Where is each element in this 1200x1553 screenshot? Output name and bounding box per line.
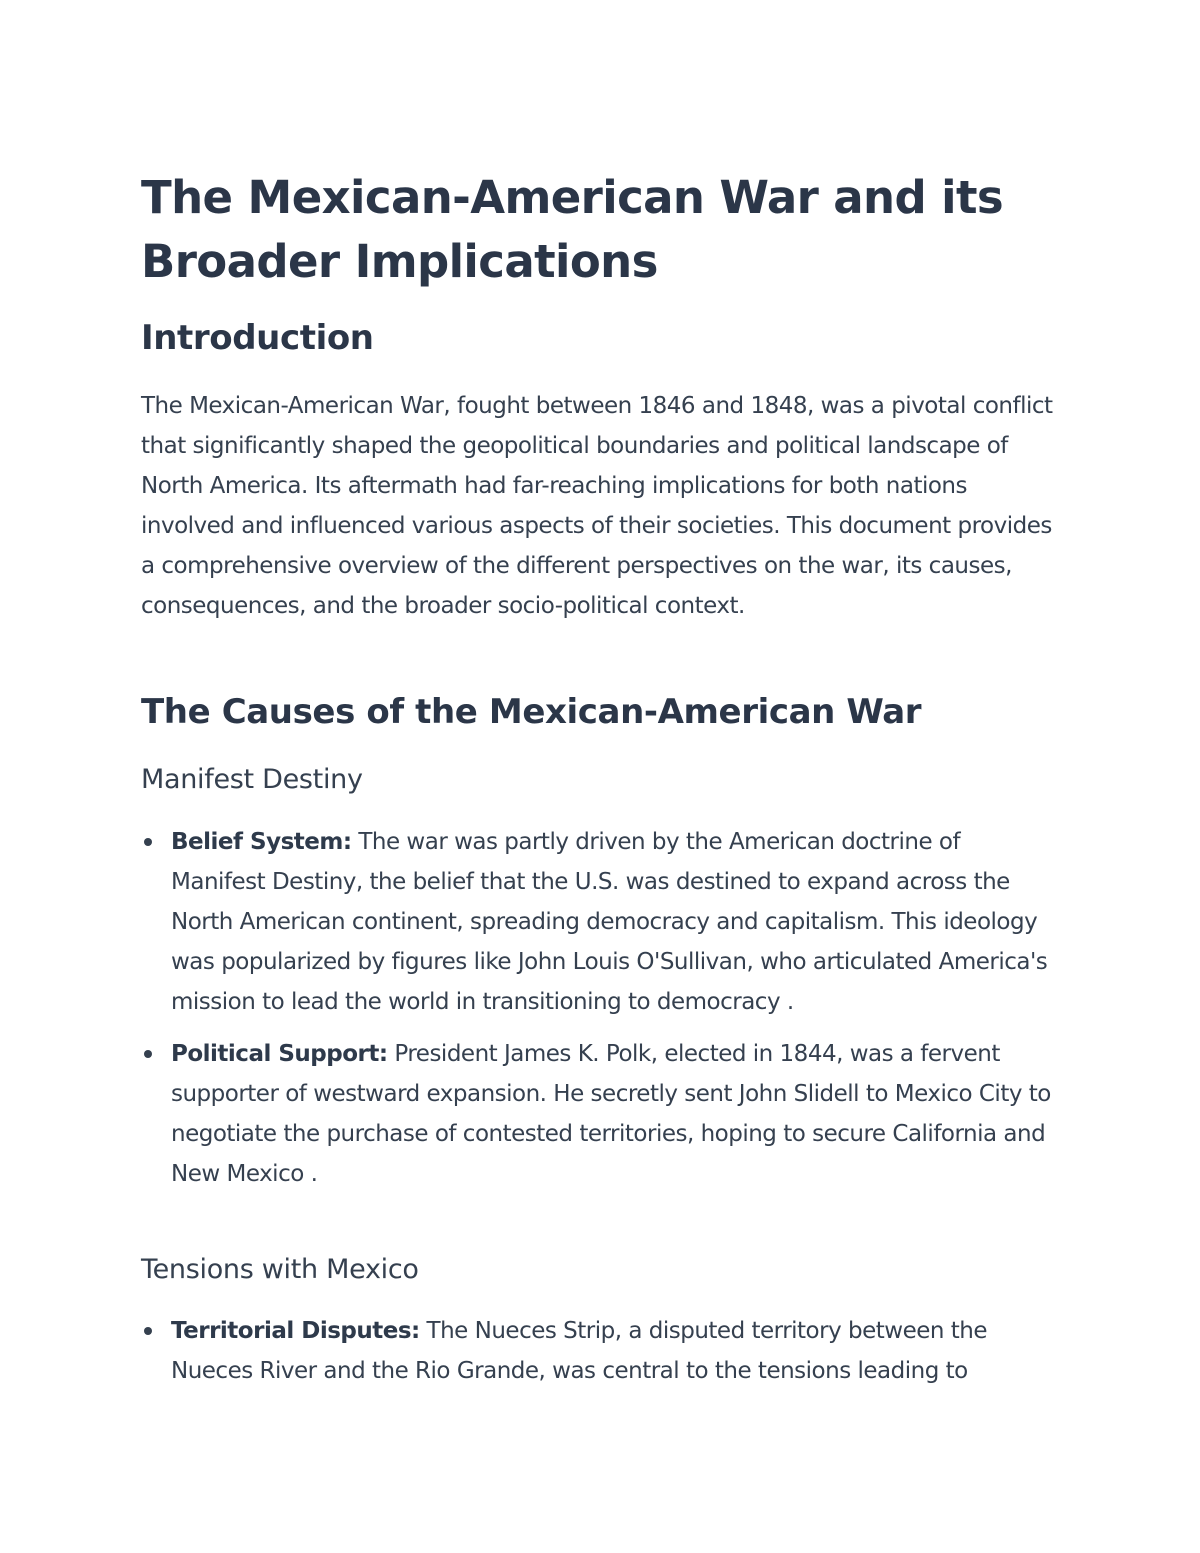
list-item-term: Political Support: [171, 1041, 388, 1067]
list-item [141, 822, 1061, 1022]
bullet-icon [144, 838, 152, 846]
list-item-term: Belief System: [171, 829, 352, 855]
list-item-term: Territorial Disputes: [171, 1318, 420, 1344]
document-title: The Mexican-American War and its Broader Implications [141, 171, 1004, 288]
bullet-icon [144, 1050, 152, 1058]
list-item [141, 1311, 1061, 1391]
manifest-destiny-list [141, 822, 1061, 1206]
bullet-icon [144, 1327, 152, 1335]
list-item-text: The war was partly driven by the American doctrine of Manifest Destiny, the belief that the U.S. was destined to expand across the North American continent, spreading democracy and capitalism. This ideology was popularized by figures like John Louis O'Sullivan, who articulated America's mission to lead the world in transitioning to democracy . [171, 829, 1048, 1015]
section-heading-introduction: Introduction [141, 318, 374, 358]
list-item-text: The Nueces Strip, a disputed territory between the Nueces River and the Rio Grande, was central to the tensions leading to [171, 1318, 988, 1384]
tensions-list [141, 1311, 1061, 1403]
list-item [141, 1034, 1061, 1194]
subsection-heading-tensions: Tensions with Mexico [141, 1254, 419, 1285]
list-item-text: President James K. Polk, elected in 1844, was a fervent supporter of westward expansion. He secretly sent John Slidell to Mexico City to negotiate the purchase of contested territories, hoping to secure California and New Mexico . [171, 1041, 1051, 1187]
subsection-heading-manifest-destiny: Manifest Destiny [141, 764, 363, 795]
section-heading-causes: The Causes of the Mexican-American War [141, 692, 922, 732]
introduction-paragraph: The Mexican-American War, fought between 1846 and 1848, was a pivotal conflict that significantly shaped the geopolitical boundaries and political landscape of North America. Its aftermath had far-reaching implications for both nations involved and influenced various aspects of their societies. This document provides a comprehensive overview of the different perspectives on the war, its causes, consequences, and the broader socio-political context. [141, 393, 1053, 619]
